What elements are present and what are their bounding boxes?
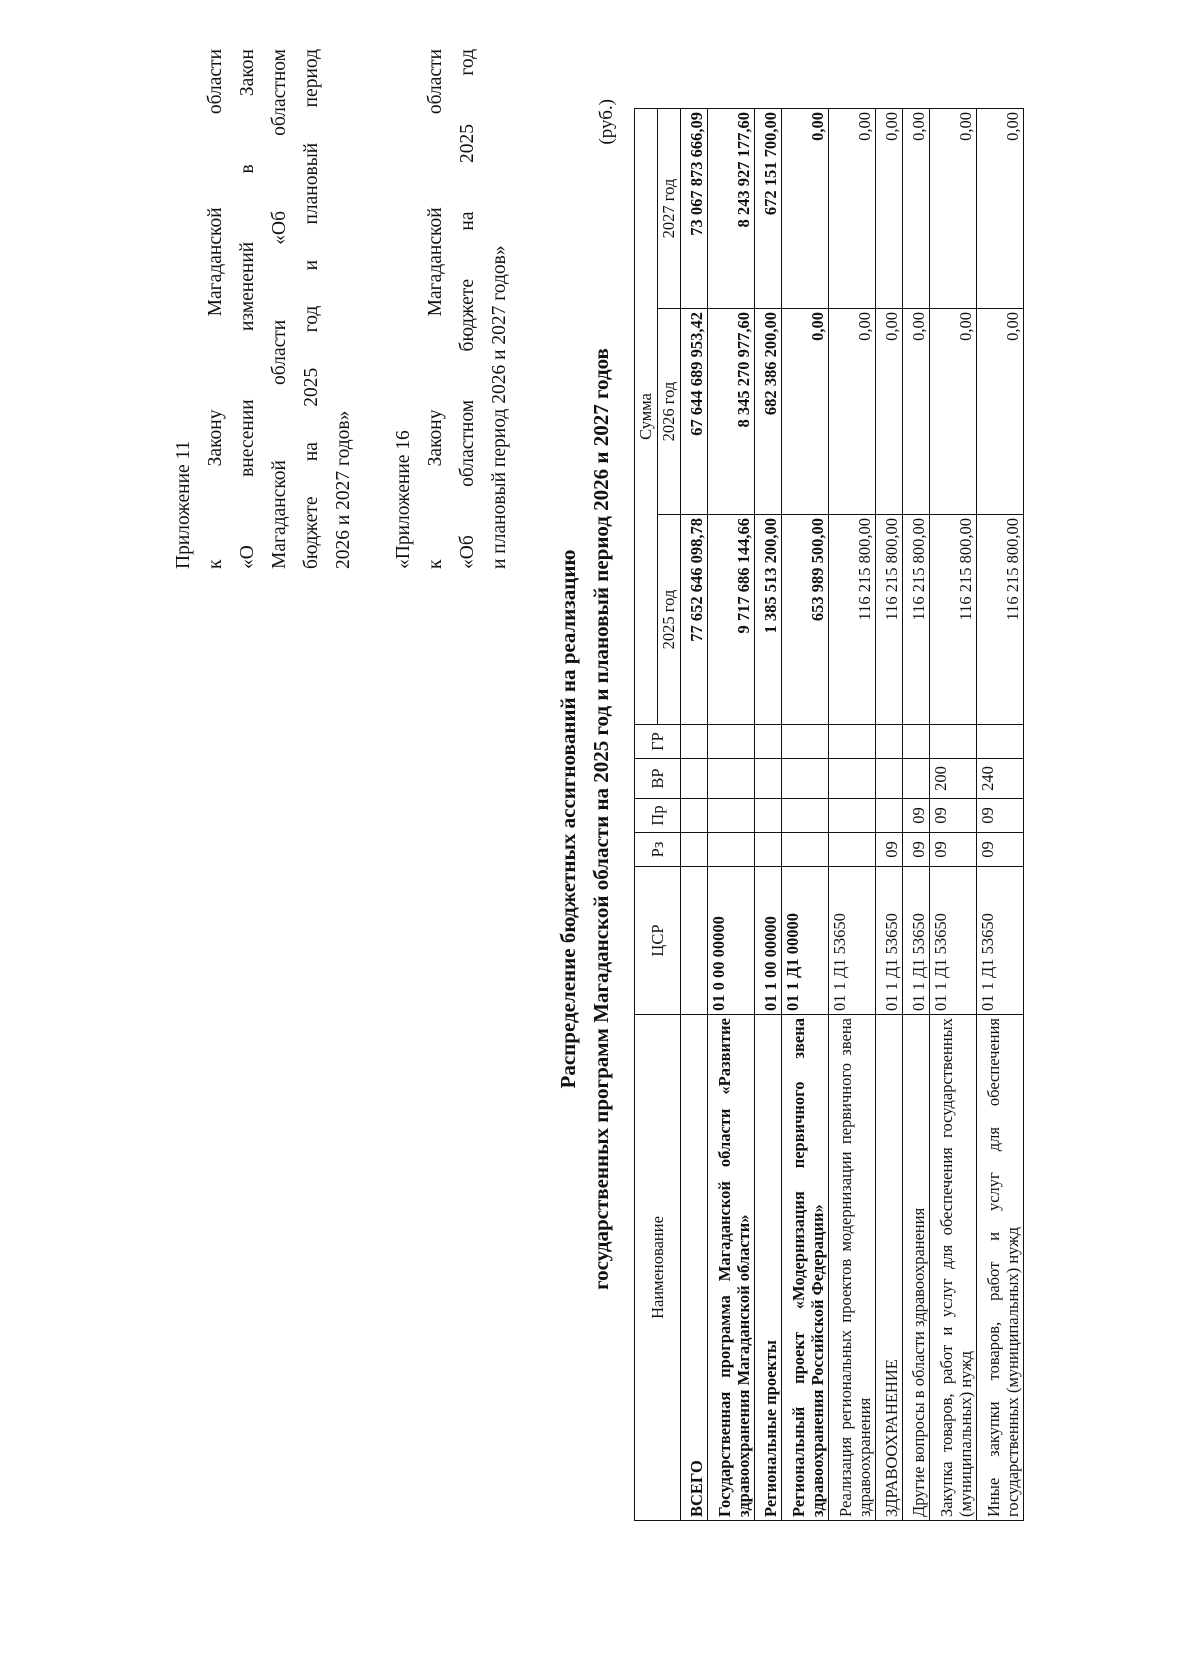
row-name: Иные закупки товаров, работ и услуг для обеспечения государственных (муниципальных) нужд xyxy=(977,1015,1024,1521)
row-gr xyxy=(876,725,903,759)
row-gr xyxy=(903,725,930,759)
row-gr xyxy=(829,725,876,759)
row-2027: 672 151 700,00 xyxy=(755,108,782,308)
row-2025: 116 215 800,00 xyxy=(829,515,876,725)
appendix-16-line: к Закону Магаданской области xyxy=(425,49,446,569)
row-name: ЗДРАВООХРАНЕНИЕ xyxy=(876,1015,903,1521)
row-pr xyxy=(876,799,903,833)
row-2027: 8 243 927 177,60 xyxy=(708,108,755,308)
row-csr: 01 1 Д1 53650 xyxy=(930,867,977,1015)
appendix-11-title: Приложение 11 xyxy=(173,440,194,569)
row-2025: 116 215 800,00 xyxy=(930,515,977,725)
row-2027: 0,00 xyxy=(829,108,876,308)
row-name: Региональные проекты xyxy=(755,1015,782,1521)
row-csr: 01 0 00 00000 xyxy=(708,867,755,1015)
appendix-11-line: к Закону Магаданской области xyxy=(205,49,226,569)
row-vr xyxy=(829,759,876,799)
row-csr: 01 1 Д1 53650 xyxy=(829,867,876,1015)
currency-unit: (руб.) xyxy=(596,99,617,145)
row-2026: 67 644 689 953,42 xyxy=(681,309,708,515)
appendix-16-title: «Приложение 16 xyxy=(393,430,414,569)
row-name: Реализация региональных проектов модернизации первичного звена здравоохранения xyxy=(829,1015,876,1521)
row-2027: 73 067 873 666,09 xyxy=(681,108,708,308)
table-row xyxy=(876,108,903,1520)
row-vr xyxy=(681,759,708,799)
table-row xyxy=(755,108,782,1520)
row-pr xyxy=(681,799,708,833)
row-vr xyxy=(903,759,930,799)
row-vr xyxy=(782,759,829,799)
header-name: Наименование xyxy=(635,1015,681,1521)
row-gr xyxy=(782,725,829,759)
row-rz: 09 xyxy=(930,833,977,867)
table-row xyxy=(977,108,1024,1520)
row-gr xyxy=(681,725,708,759)
row-2026: 0,00 xyxy=(782,309,829,515)
header-2027: 2027 год xyxy=(658,108,681,308)
header-vr: ВР xyxy=(635,759,681,799)
row-2026: 8 345 270 977,60 xyxy=(708,309,755,515)
row-name: Закупка товаров, работ и услуг для обеспечения государственных (муниципальных) нужд xyxy=(930,1015,977,1521)
appendix-11-line: «О внесении изменений в Закон xyxy=(237,49,258,569)
row-2025: 1 385 513 200,00 xyxy=(755,515,782,725)
row-csr: 01 1 Д1 00000 xyxy=(782,867,829,1015)
row-pr: 09 xyxy=(977,799,1024,833)
row-pr xyxy=(755,799,782,833)
row-rz xyxy=(681,833,708,867)
row-rz xyxy=(829,833,876,867)
row-2027: 0,00 xyxy=(977,108,1024,308)
row-name: Региональный проект «Модернизация первичного звена здравоохранения Российской Федерации» xyxy=(782,1015,829,1521)
appendix-11-line: бюджете на 2025 год и плановый период xyxy=(301,49,322,569)
header-sum: Сумма xyxy=(635,108,658,724)
row-pr xyxy=(829,799,876,833)
appendix-16-line: и плановый период 2026 и 2027 годов» xyxy=(489,245,510,569)
row-2026: 0,00 xyxy=(977,309,1024,515)
table-row xyxy=(681,108,708,1520)
title-line-1: Распределение бюджетных ассигнований на реализацию xyxy=(556,549,580,1089)
header-2026: 2026 год xyxy=(658,309,681,515)
row-rz: 09 xyxy=(977,833,1024,867)
row-csr: 01 1 Д1 53650 xyxy=(903,867,930,1015)
table-row xyxy=(930,108,977,1520)
row-csr: 01 1 Д1 53650 xyxy=(876,867,903,1015)
row-2025: 116 215 800,00 xyxy=(977,515,1024,725)
row-gr xyxy=(755,725,782,759)
row-pr: 09 xyxy=(930,799,977,833)
row-2025: 77 652 646 098,78 xyxy=(681,515,708,725)
header-rz: Рз xyxy=(635,833,681,867)
appendix-11-line: 2026 и 2027 годов» xyxy=(333,410,354,569)
row-csr: 01 1 Д1 53650 xyxy=(977,867,1024,1015)
row-2027: 0,00 xyxy=(782,108,829,308)
row-vr xyxy=(708,759,755,799)
header-pr: Пр xyxy=(635,799,681,833)
row-pr xyxy=(782,799,829,833)
row-2025: 653 989 500,00 xyxy=(782,515,829,725)
header-csr: ЦСР xyxy=(635,867,681,1015)
row-vr xyxy=(755,759,782,799)
appendix-11-line: Магаданской области «Об областном xyxy=(269,49,290,569)
row-rz xyxy=(782,833,829,867)
document-title xyxy=(552,329,618,1309)
row-rz: 09 xyxy=(903,833,930,867)
row-2026: 682 386 200,00 xyxy=(755,309,782,515)
table-row xyxy=(829,108,876,1520)
row-name: Другие вопросы в области здравоохранения xyxy=(903,1015,930,1521)
table-row xyxy=(782,108,829,1520)
row-2027: 0,00 xyxy=(876,108,903,308)
row-pr xyxy=(708,799,755,833)
row-rz xyxy=(708,833,755,867)
row-gr xyxy=(708,725,755,759)
row-gr xyxy=(977,725,1024,759)
row-name: Государственная программа Магаданской области «Развитие здравоохранения Магаданской области» xyxy=(708,1015,755,1521)
row-csr xyxy=(681,867,708,1015)
allocation-table xyxy=(634,108,1024,1521)
table-row xyxy=(903,108,930,1520)
row-rz xyxy=(755,833,782,867)
row-pr: 09 xyxy=(903,799,930,833)
header-gr: ГР xyxy=(635,725,681,759)
header-2025: 2025 год xyxy=(658,515,681,725)
row-2026: 0,00 xyxy=(930,309,977,515)
row-csr: 01 1 00 00000 xyxy=(755,867,782,1015)
row-vr xyxy=(876,759,903,799)
appendix-16-line: «Об областном бюджете на 2025 год xyxy=(457,49,478,569)
row-rz: 09 xyxy=(876,833,903,867)
appendix-16-header xyxy=(388,49,516,569)
row-2026: 0,00 xyxy=(829,309,876,515)
row-name: ВСЕГО xyxy=(681,1015,708,1521)
row-vr: 200 xyxy=(930,759,977,799)
row-2025: 116 215 800,00 xyxy=(903,515,930,725)
title-line-2: государственных программ Магаданской области на 2025 год и плановый период 2026 и 2027 годов xyxy=(589,348,613,1290)
row-2025: 116 215 800,00 xyxy=(876,515,903,725)
row-2026: 0,00 xyxy=(903,309,930,515)
table-row xyxy=(708,108,755,1520)
rotated-page xyxy=(0,49,1200,1669)
row-2027: 0,00 xyxy=(930,108,977,308)
row-2026: 0,00 xyxy=(876,309,903,515)
row-vr: 240 xyxy=(977,759,1024,799)
appendix-11-header xyxy=(168,49,360,569)
row-2027: 0,00 xyxy=(903,108,930,308)
row-gr xyxy=(930,725,977,759)
row-2025: 9 717 686 144,66 xyxy=(708,515,755,725)
